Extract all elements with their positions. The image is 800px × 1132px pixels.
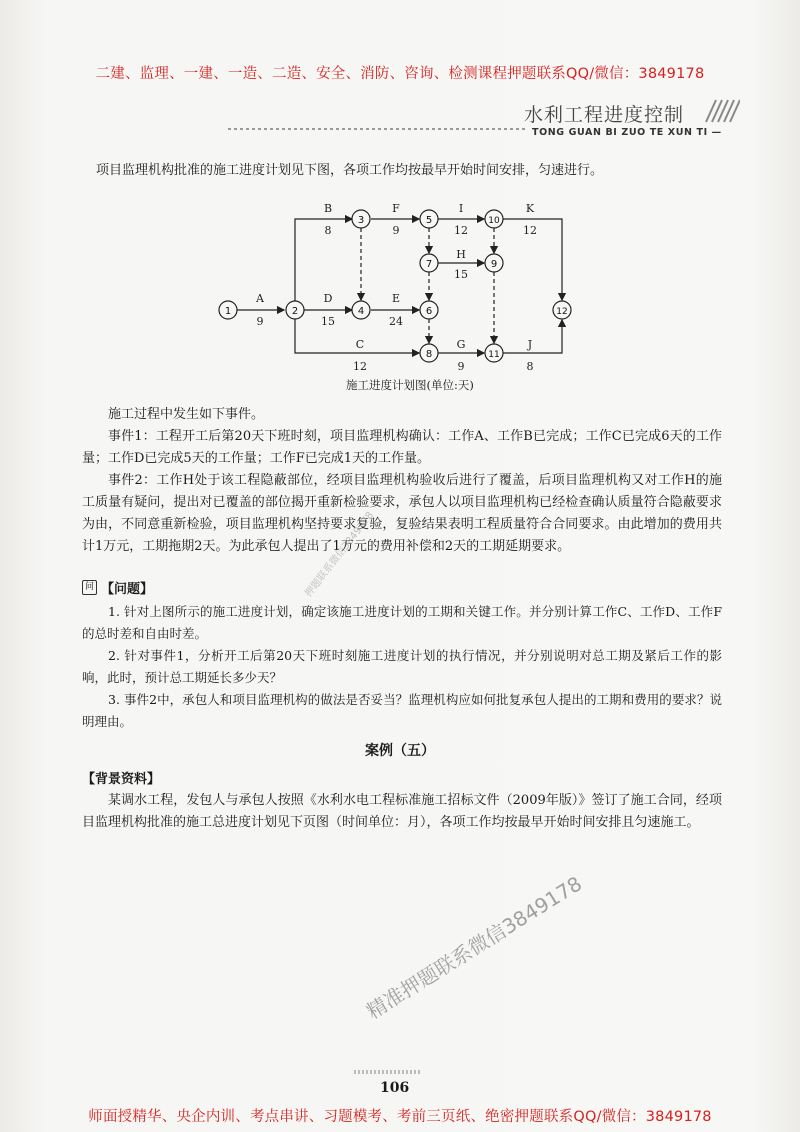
dur-g: 9: [457, 360, 465, 373]
node-label-8: 8: [425, 349, 433, 360]
running-header-title: 水利工程进度控制: [524, 104, 685, 126]
header-stripes-decoration: [700, 98, 740, 124]
label-f: F: [392, 202, 400, 215]
background-text: 某调水工程，发包人与承包人按照《水利水电工程标准施工招标文件（2009年版）》签订了施工合同，经项目监理机构批准的施工总进度计划见下页图（时间单位：月），各项工作均按最早开始时间安排且匀速施工。: [82, 793, 722, 830]
label-i: I: [458, 202, 464, 215]
events-intro: 施工过程中发生如下事件。: [108, 407, 265, 422]
question-2: 2. 针对事件1，分析开工后第20天下班时刻施工进度计划的执行情况，并分别说明对总工期及紧后工作的影响，此时，预计总工期延长多少天？: [82, 648, 722, 685]
label-k: K: [525, 202, 535, 215]
watermark-large: 精准押题联系微信3849178: [362, 871, 587, 1024]
page-number: 106: [380, 1080, 410, 1096]
arrow-j: [503, 320, 562, 353]
label-c: C: [355, 338, 365, 351]
dur-h: 15: [454, 268, 468, 281]
dur-d: 15: [321, 315, 335, 328]
node-label-2: 2: [291, 306, 299, 317]
questions-heading: [82, 578, 153, 597]
question-1: 1. 针对上图所示的施工进度计划，确定该施工进度计划的工期和关键工作。并分别计算工作C、工作D、工作F的总时差和自由时差。: [82, 604, 722, 641]
running-header-subtitle: TONG GUAN BI ZUO TE XUN TI —: [532, 127, 722, 138]
network-diagram: [200, 200, 600, 376]
label-a: A: [256, 292, 264, 305]
node-label-6: 6: [425, 306, 433, 317]
event-1-text: 事件1：工程开工后第20天下班时刻，项目监理机构确认：工作A、工作B已完成；工作C已完成6天的工作量；工作D已完成5天的工作量；工作F已完成1天的工作量。: [82, 429, 722, 466]
node-label-4: 4: [357, 306, 365, 317]
label-g: G: [456, 338, 466, 351]
questions-label: 【问题】: [101, 582, 154, 597]
question-icon: 问: [82, 580, 97, 595]
node-label-7: 7: [425, 259, 433, 270]
dur-e: 24: [389, 315, 403, 328]
label-b: B: [323, 202, 333, 215]
node-label-1: 1: [224, 306, 232, 317]
label-e: E: [391, 292, 401, 305]
watermark-small: 押题联系微信3849178: [303, 510, 377, 600]
node-label-12: 12: [556, 307, 568, 317]
background-label: 【背景资料】: [82, 772, 161, 787]
dur-i: 12: [454, 224, 468, 237]
event-2-text: 事件2：工作H处于该工程隐蔽部位，经项目监理机构验收后进行了覆盖，后项目监理机构又对工作H的施工质量有疑问，提出对已覆盖的部位揭开重新检验要求，承包人以项目监理机构已经检查确认质量符合隐蔽要求为由，不同意重新检验，项目监理机构坚持要求复验，复验结果表明工程质量符合合同要求。由此增加的费用共计1万元，工期拖期2天。为此承包人提出了1万元的费用补偿和2天的工期延期要求。: [82, 473, 722, 554]
node-label-9: 9: [490, 259, 498, 270]
promo-banner-bottom: 师面授精华、央企内训、考点串讲、习题模考、考前三页纸、绝密押题联系QQ/微信：3849178: [88, 1109, 712, 1125]
node-label-11: 11: [488, 350, 500, 360]
dur-c: 12: [353, 360, 367, 373]
page-number-decoration: [354, 1070, 420, 1074]
intro-text: 项目监理机构批准的施工进度计划见下图，各项工作均按最早开始时间安排，匀速进行。: [96, 163, 604, 178]
dur-a: 9: [256, 315, 264, 328]
case-title: 案例（五）: [365, 743, 435, 759]
promo-banner-top: 二建、监理、一建、一造、二造、安全、消防、咨询、检测课程押题联系QQ/微信：3849178: [95, 66, 705, 82]
dur-k: 12: [523, 224, 537, 237]
question-3: 3. 事件2中，承包人和项目监理机构的做法是否妥当？监理机构应如何批复承包人提出的工期和费用的要求？说明理由。: [82, 692, 722, 729]
node-label-3: 3: [357, 215, 365, 226]
arrow-b: [295, 219, 352, 302]
node-label-5: 5: [425, 215, 433, 226]
node-label-10: 10: [488, 216, 500, 226]
diagram-caption: 施工进度计划图(单位:天): [346, 378, 474, 392]
dur-j: 8: [526, 360, 534, 373]
label-h: H: [456, 248, 466, 261]
dur-f: 9: [392, 224, 400, 237]
dur-b: 8: [324, 224, 332, 237]
label-d: D: [323, 292, 333, 305]
header-dotted-rule: [228, 128, 526, 130]
label-j: J: [527, 338, 533, 351]
